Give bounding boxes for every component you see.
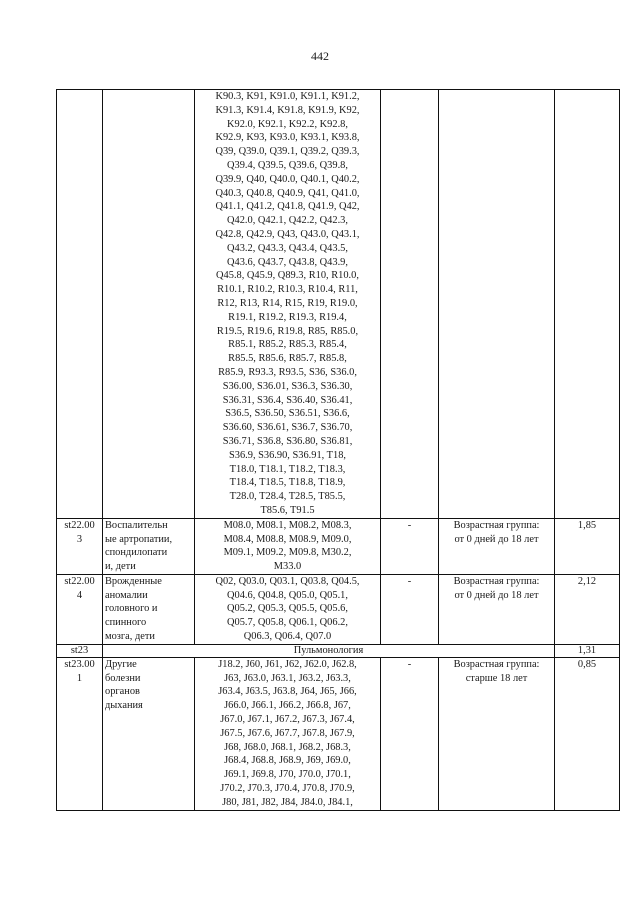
diagnosis-codes-line: S36.60, S36.61, S36.7, S36.70, bbox=[222, 422, 353, 434]
diagnosis-codes-line: Q02, Q03.0, Q03.1, Q03.8, Q04.5, bbox=[215, 575, 360, 587]
group-name-line: органов bbox=[105, 686, 140, 698]
tariff-table bbox=[56, 89, 620, 811]
coefficient-cell: 1,85 bbox=[555, 518, 620, 574]
group-name-line: головного и bbox=[105, 603, 158, 615]
condition-line: от 0 дней до 18 лет bbox=[454, 533, 539, 545]
diagnosis-codes-line: J69.1, J69.8, J70, J70.0, J70.1, bbox=[224, 769, 351, 781]
group-code-line: 3 bbox=[76, 533, 83, 545]
coefficient-cell: 2,12 bbox=[555, 574, 620, 644]
condition-cell bbox=[439, 518, 555, 574]
diagnosis-codes-line: Q42.0, Q42.1, Q42.2, Q42.3, bbox=[227, 215, 348, 227]
table-row bbox=[57, 518, 620, 574]
diagnosis-codes-line: J68.4, J68.8, J68.9, J69, J69.0, bbox=[224, 755, 351, 767]
diagnosis-codes-line: S36.71, S36.8, S36.80, S36.81, bbox=[222, 435, 353, 447]
diagnosis-codes-line: Q40.3, Q40.8, Q40.9, Q41, Q41.0, bbox=[215, 187, 360, 199]
group-name-line: спинного bbox=[105, 617, 147, 629]
diagnosis-codes-line: R19.5, R19.6, R19.8, R85, R85.0, bbox=[216, 325, 359, 337]
table-row bbox=[57, 657, 620, 810]
service-code-cell bbox=[381, 90, 439, 519]
diagnosis-codes-line: J66.0, J66.1, J66.2, J66.8, J67, bbox=[224, 700, 351, 712]
diagnosis-codes-line: S36.9, S36.90, S36.91, T18, bbox=[228, 449, 346, 461]
diagnosis-codes-line: J67.5, J67.6, J67.7, J67.8, J67.9, bbox=[220, 727, 355, 739]
group-name-line: дыхания bbox=[105, 700, 143, 712]
diagnosis-codes-cell bbox=[195, 574, 381, 644]
group-name-line: мозга, дети bbox=[105, 631, 155, 643]
section-code: st23 bbox=[57, 644, 103, 657]
page-number: 442 bbox=[311, 49, 329, 63]
diagnosis-codes-cell bbox=[195, 518, 381, 574]
diagnosis-codes-line: M33.0 bbox=[273, 561, 302, 573]
diagnosis-codes-line: T18.4, T18.5, T18.8, T18.9, bbox=[229, 477, 346, 489]
diagnosis-codes-line: R85.5, R85.6, R85.7, R85.8, bbox=[228, 353, 347, 365]
group-name-cell bbox=[103, 657, 195, 810]
group-name-line: Другие bbox=[105, 658, 137, 670]
condition-line: Возрастная группа: bbox=[453, 575, 540, 587]
condition-cell bbox=[439, 90, 555, 519]
diagnosis-codes-line: R85.9, R93.3, R93.5, S36, S36.0, bbox=[218, 366, 357, 378]
coefficient-cell: 0,85 bbox=[555, 657, 620, 810]
diagnosis-codes-line: Q05.7, Q05.8, Q06.1, Q06.2, bbox=[227, 617, 348, 629]
table-row bbox=[57, 90, 620, 519]
diagnosis-codes-line: S36.00, S36.01, S36.3, S36.30, bbox=[222, 380, 353, 392]
condition-cell bbox=[439, 657, 555, 810]
service-code-cell: - bbox=[381, 657, 439, 810]
group-code-cell bbox=[57, 657, 103, 810]
diagnosis-codes-line: Q39, Q39.0, Q39.1, Q39.2, Q39.3, bbox=[215, 146, 360, 158]
diagnosis-codes-line: R10.1, R10.2, R10.3, R10.4, R11, bbox=[217, 284, 358, 296]
diagnosis-codes-line: Q42.8, Q42.9, Q43, Q43.0, Q43.1, bbox=[215, 228, 360, 240]
diagnosis-codes-line: Q45.8, Q45.9, Q89.3, R10, R10.0, bbox=[216, 270, 359, 282]
group-name-cell bbox=[103, 518, 195, 574]
diagnosis-codes-line: K92.0, K92.1, K92.2, K92.8, bbox=[227, 118, 348, 130]
group-code-line: 1 bbox=[76, 672, 83, 684]
group-name-line: Врожденные bbox=[105, 575, 162, 587]
group-code-line: st22.00 bbox=[64, 519, 95, 531]
diagnosis-codes-line: J67.0, J67.1, J67.2, J67.3, J67.4, bbox=[220, 714, 355, 726]
section-title: Пульмонология bbox=[103, 644, 555, 657]
group-name-line: спондилопати bbox=[105, 547, 168, 559]
group-code-cell bbox=[57, 518, 103, 574]
condition-line: Возрастная группа: bbox=[453, 658, 540, 670]
group-code-line: st22.00 bbox=[64, 575, 95, 587]
diagnosis-codes-line: S36.5, S36.50, S36.51, S36.6, bbox=[225, 408, 350, 420]
diagnosis-codes-line: Q39.4, Q39.5, Q39.6, Q39.8, bbox=[227, 159, 348, 171]
diagnosis-codes-line: Q43.2, Q43.3, Q43.4, Q43.5, bbox=[227, 242, 348, 254]
diagnosis-codes-line: R19.1, R19.2, R19.3, R19.4, bbox=[228, 311, 347, 323]
diagnosis-codes-line: K90.3, K91, K91.0, K91.1, K91.2, bbox=[215, 91, 360, 102]
coefficient-cell bbox=[555, 90, 620, 519]
diagnosis-codes-line: J80, J81, J82, J84, J84.0, J84.1, bbox=[222, 796, 353, 808]
condition-cell bbox=[439, 574, 555, 644]
diagnosis-codes-line: Q41.1, Q41.2, Q41.8, Q41.9, Q42, bbox=[215, 201, 360, 213]
diagnosis-codes-line: K91.3, K91.4, K91.8, K91.9, K92, bbox=[215, 104, 360, 116]
diagnosis-codes-line: M09.1, M09.2, M09.8, M30.2, bbox=[223, 547, 352, 559]
section-row bbox=[57, 644, 620, 657]
diagnosis-codes-line: S36.31, S36.4, S36.40, S36.41, bbox=[222, 394, 353, 406]
condition-line: от 0 дней до 18 лет bbox=[454, 589, 539, 601]
group-name-line: болезни bbox=[105, 672, 141, 684]
diagnosis-codes-line: J70.2, J70.3, J70.4, J70.8, J70.9, bbox=[220, 783, 355, 795]
group-code-cell bbox=[57, 90, 103, 519]
diagnosis-codes-line: T28.0, T28.4, T28.5, T85.5, bbox=[229, 491, 346, 503]
group-name-line: аномалии bbox=[105, 589, 148, 601]
diagnosis-codes-line: Q04.6, Q04.8, Q05.0, Q05.1, bbox=[227, 589, 348, 601]
group-code-line: 4 bbox=[76, 589, 83, 601]
condition-line: Возрастная группа: bbox=[453, 519, 540, 531]
group-name-cell bbox=[103, 90, 195, 519]
diagnosis-codes-line: Q06.3, Q06.4, Q07.0 bbox=[243, 631, 332, 643]
group-name-line: ые артропатии, bbox=[105, 533, 173, 545]
diagnosis-codes-line: T18.0, T18.1, T18.2, T18.3, bbox=[229, 463, 346, 475]
section-coefficient: 1,31 bbox=[555, 644, 620, 657]
group-code-line: st23.00 bbox=[64, 658, 95, 670]
group-code-cell bbox=[57, 574, 103, 644]
diagnosis-codes-cell bbox=[195, 657, 381, 810]
diagnosis-codes-cell bbox=[195, 90, 381, 519]
diagnosis-codes-line: J63, J63.0, J63.1, J63.2, J63.3, bbox=[224, 672, 351, 684]
diagnosis-codes-line: Q39.9, Q40, Q40.0, Q40.1, Q40.2, bbox=[215, 173, 360, 185]
service-code-cell: - bbox=[381, 574, 439, 644]
diagnosis-codes-line: Q05.2, Q05.3, Q05.5, Q05.6, bbox=[227, 603, 348, 615]
diagnosis-codes-line: M08.0, M08.1, M08.2, M08.3, bbox=[223, 519, 352, 531]
diagnosis-codes-line: R85.1, R85.2, R85.3, R85.4, bbox=[228, 339, 347, 351]
group-name-cell bbox=[103, 574, 195, 644]
diagnosis-codes-line: J63.4, J63.5, J63.8, J64, J65, J66, bbox=[218, 686, 357, 698]
group-name-line: Воспалительн bbox=[105, 519, 168, 531]
diagnosis-codes-line: Q43.6, Q43.7, Q43.8, Q43.9, bbox=[227, 256, 348, 268]
diagnosis-codes-line: R12, R13, R14, R15, R19, R19.0, bbox=[217, 297, 358, 309]
diagnosis-codes-line: K92.9, K93, K93.0, K93.1, K93.8, bbox=[215, 132, 360, 144]
group-name-line: и, дети bbox=[105, 561, 136, 573]
diagnosis-codes-line: T85.6, T91.5 bbox=[260, 504, 315, 516]
service-code-cell: - bbox=[381, 518, 439, 574]
diagnosis-codes-line: M08.4, M08.8, M08.9, M09.0, bbox=[223, 533, 352, 545]
table-body bbox=[57, 90, 620, 811]
diagnosis-codes-line: J18.2, J60, J61, J62, J62.0, J62.8, bbox=[218, 658, 357, 670]
diagnosis-codes-line: J68, J68.0, J68.1, J68.2, J68.3, bbox=[224, 741, 351, 753]
table-row bbox=[57, 574, 620, 644]
condition-line: старше 18 лет bbox=[465, 672, 528, 684]
